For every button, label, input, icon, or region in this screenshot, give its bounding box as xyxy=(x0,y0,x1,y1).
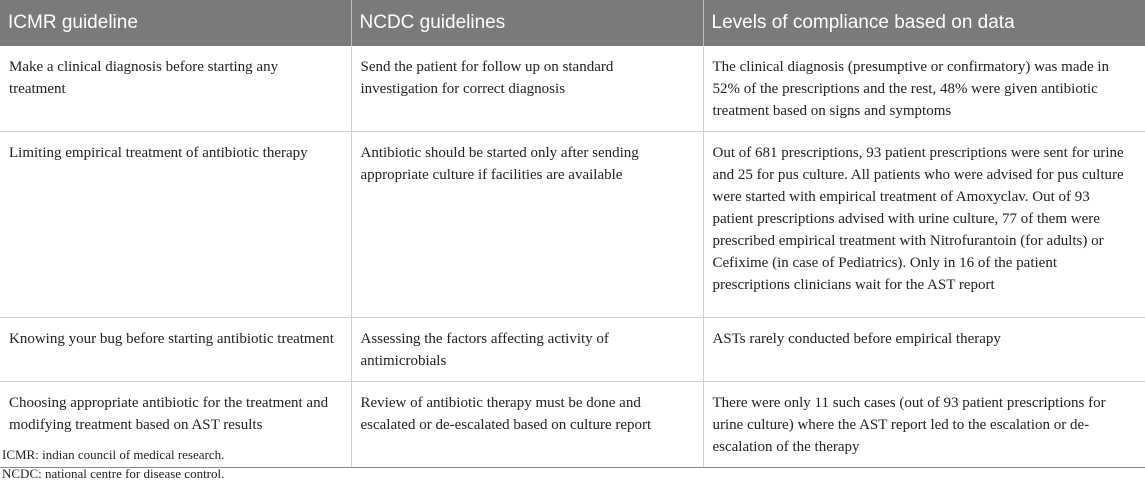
cell-ncdc: Review of antibiotic therapy must be done and escalated or de-escalated based on culture report xyxy=(351,382,703,468)
table-header-row xyxy=(0,0,1145,46)
cell-ncdc: Assessing the factors affecting activity of antimicrobials xyxy=(351,318,703,382)
cell-ncdc: Send the patient for follow up on standard investigation for correct diagnosis xyxy=(351,46,703,132)
cell-icmr: Knowing your bug before starting antibiotic treatment xyxy=(0,318,351,382)
table-row xyxy=(0,132,1145,318)
cell-compliance: There were only 11 such cases (out of 93 patient prescriptions for urine culture) where the AST report led to the escalation or de-escalation of the therapy xyxy=(703,382,1145,468)
cell-compliance: Out of 681 prescriptions, 93 patient prescriptions were sent for urine and 25 for pus culture. All patients who were advised for pus culture were started with empirical treatment of Amoxyclav. Out of 93 patient prescriptions advised with urine culture, 77 of them were prescribed empirical treatment with Nitrofurantoin (for adults) or Cefixime (in case of Pediatrics). Only in 16 of the patient prescriptions clinicians wait for the AST report xyxy=(703,132,1145,318)
footnote-icmr: ICMR: indian council of medical research. xyxy=(2,447,225,462)
header-levels-of-compliance: Levels of compliance based on data xyxy=(703,0,1145,46)
table-row xyxy=(0,46,1145,132)
cell-ncdc: Antibiotic should be started only after sending appropriate culture if facilities are available xyxy=(351,132,703,318)
table-row xyxy=(0,318,1145,382)
header-icmr-guideline: ICMR guideline xyxy=(0,0,351,46)
cell-icmr: Choosing appropriate antibiotic for the treatment and modifying treatment based on AST results xyxy=(0,382,351,468)
cell-compliance: The clinical diagnosis (presumptive or confirmatory) was made in 52% of the prescriptions and the rest, 48% were given antibiotic treatment based on signs and symptoms xyxy=(703,46,1145,132)
cell-compliance: ASTs rarely conducted before empirical therapy xyxy=(703,318,1145,382)
header-ncdc-guidelines: NCDC guidelines xyxy=(351,0,703,46)
cell-icmr: Make a clinical diagnosis before starting any treatment xyxy=(0,46,351,132)
cell-icmr: Limiting empirical treatment of antibiotic therapy xyxy=(0,132,351,318)
footnote-ncdc: NCDC: national centre for disease control. xyxy=(2,466,225,481)
